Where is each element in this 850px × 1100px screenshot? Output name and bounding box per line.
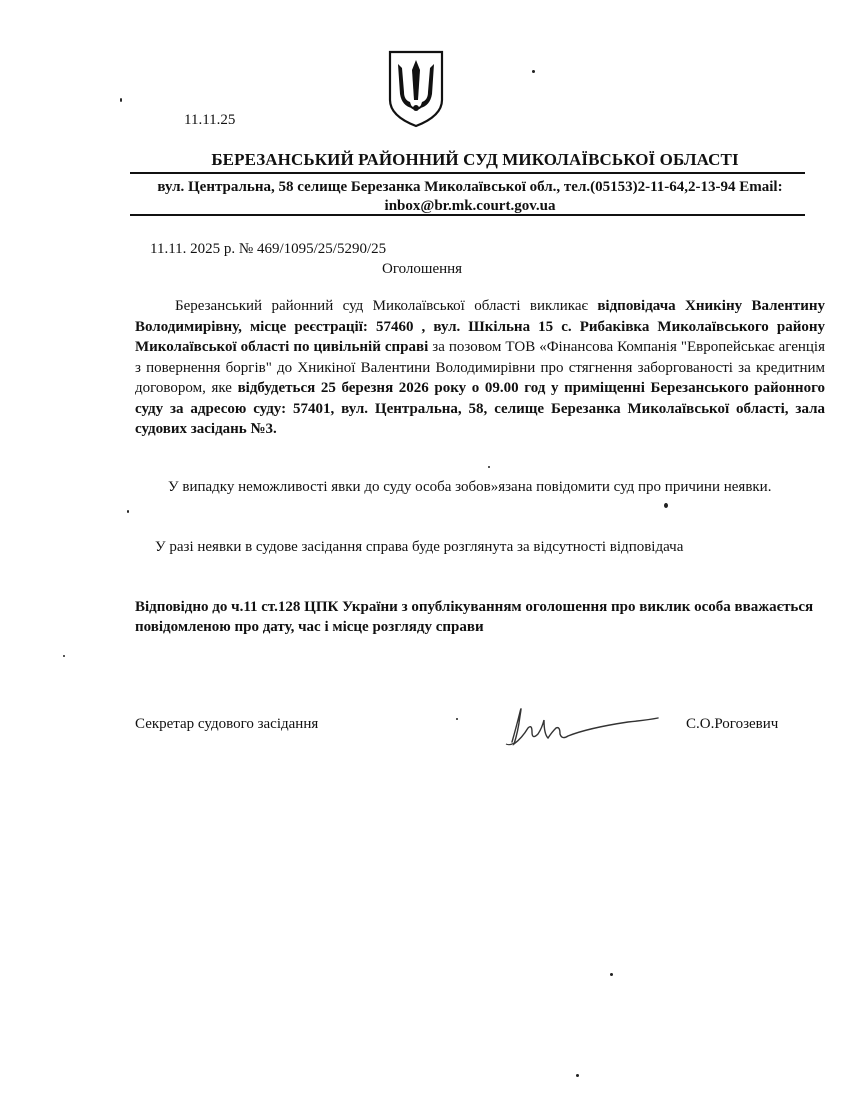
signatory-title: Секретар судового засідання (135, 716, 319, 732)
hearing-details: відбудеться 25 березня 2026 року о 09.00 год у приміщенні Березанського районного суду за адресою суду: 57401, вул. Центральна, 58, селище Березанка Миколаївської області, зала судових засідань №3. (135, 380, 826, 437)
header-divider-bottom (130, 214, 805, 216)
scan-speck (63, 655, 65, 657)
signatory-name: С.О.Рогозевич (686, 716, 779, 732)
document-date: 11.11.25 (184, 112, 236, 128)
scan-speck (610, 973, 613, 976)
court-name: БЕРЕЗАНСЬКИЙ РАЙОННИЙ СУД МИКОЛАЇВСЬКОЇ ОБЛАСТІ (211, 150, 739, 169)
absence-text: У випадку неможливості явки до суду особа зобов»язана повідомити суд про причини неявки. (168, 479, 772, 495)
header-divider-top (130, 172, 805, 174)
absence-paragraph (135, 477, 825, 498)
scan-speck (576, 1074, 579, 1077)
scan-speck (488, 466, 490, 468)
defendant-details: відповідача Хникіну Валентину Володимирівну, місце реєстрації: 57460 , вул. Шкільна 15 с. Рибаківка Миколаївського району Миколаївської області по цивільній справі (135, 298, 826, 355)
scan-speck (532, 70, 535, 73)
case-reference: 11.11. 2025 р. № 469/1095/25/5290/25 (150, 241, 387, 257)
court-address: вул. Центральна, 58 селище Березанка Миколаївської обл., тел.(05153)2-11-64,2-13-94 Email: inbox@br.mk.court.gov.ua (157, 179, 783, 214)
notice-body (135, 296, 825, 440)
notice-title: Оголошення (382, 261, 463, 277)
handwritten-signature (498, 698, 668, 753)
law-paragraph: Відповідно до ч.11 ст.128 ЦПК України з опублікуванням оголошення про виклик особа вважається повідомленою про дату, час і місце розгляду справи (135, 599, 814, 635)
claim-details: за позовом ТОВ «Фінансова Компанія "Европейськає агенція з повернення боргів" до Хникіної Валентини Володимирівни про стягнення заборгованості за кредитним договором, яке (135, 339, 825, 396)
default-paragraph: У разі неявки в судове засідання справа буде розглянута за відсутності відповідача (155, 539, 684, 555)
scan-speck (127, 510, 129, 513)
scan-speck (456, 718, 458, 720)
scan-speck (120, 98, 122, 102)
scan-speck (664, 503, 668, 508)
body-intro: Березанський районний суд Миколаївської області викликає (175, 298, 588, 314)
trident-emblem-icon (386, 48, 446, 128)
